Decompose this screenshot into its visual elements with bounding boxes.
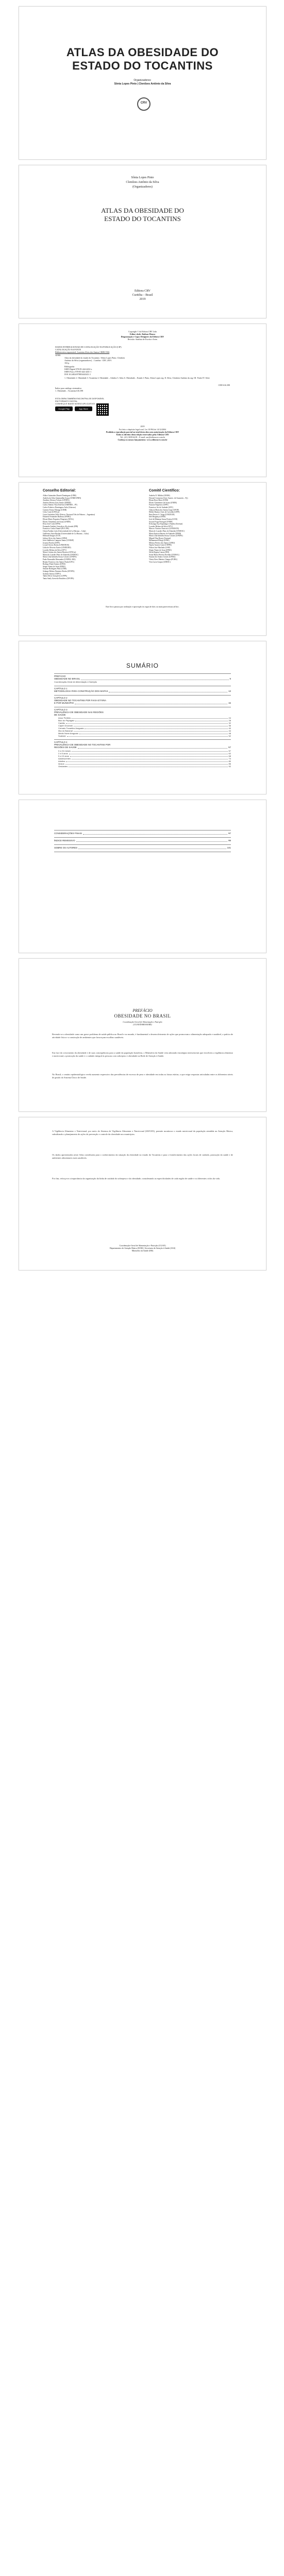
council-member: Carmen Tereza Velanga (UNIR)	[43, 509, 67, 511]
index-entry: 1. Obesidade – Tocantins 616.398	[55, 389, 83, 392]
council-member: Celso Conti (UFSCar)	[43, 511, 60, 514]
council-member: Lídia de Oliveira Xavier (UNIEURO)	[43, 547, 71, 549]
council-member: Francisco Ari de Andrade (UFC)	[149, 506, 174, 509]
council-member: Sérgio Nunes de Jesus (IFRO)	[149, 549, 172, 551]
council-member: Eliane Rose Maio (UEM)	[149, 499, 169, 502]
organizers-role: (Organizadores)	[132, 185, 153, 189]
preface-author-1: Coordenação-Geral de Alimentação e Nutrição	[123, 1021, 162, 1023]
council-member: Gloria Fariñas León (Universidade de La Havana – Cuba)	[43, 530, 86, 532]
imprint-publisher: Editora CRV	[134, 290, 151, 293]
council-member: Rodrigo Pratte-Santos (UFES)	[43, 563, 65, 566]
author-2: Clenilzes Antônio da Silva	[126, 181, 159, 184]
council-member: Cesar Gerónimo Tello (Univer .Nacional Três de Febrero – Argentina)	[43, 513, 95, 516]
revision-line: Revisão: Analista de Escrita e Artes	[127, 338, 158, 341]
title-page-heading: ATLAS DA OBESIDADE DO ESTADO DO TOCANTINS	[101, 207, 184, 223]
council-member: Suzana dos Santos Gomes (UFMG)	[149, 556, 176, 558]
cover-organizers: Sônia Lopes Pinto | Clenilzes Antônio da Silva	[114, 82, 171, 86]
publisher-logo: CRV	[137, 97, 151, 111]
council-member: Maria Lília Imbiriba Sousa Colares (UFOPA)	[149, 535, 183, 537]
toc-subentry[interactable]: Cerrado Tocantins Araguaia 40	[58, 727, 231, 730]
toc-subentry[interactable]: Ilha do Bananal 44	[58, 730, 231, 732]
imprint-year: 2019	[139, 298, 146, 301]
toc-ch3-title-b: DE SAÚDE	[54, 714, 66, 716]
toc-subentry[interactable]: Capim Dourado 36	[58, 724, 231, 727]
librarian-line: Bibliotecária responsável: Luzenira Alves dos Santos CRB9/1506	[55, 351, 110, 353]
council-page	[19, 482, 266, 636]
preface-paragraph-2: Em face do crescimento da obesidade e de suas consequências para a saúde da população brasileira, o Ministério da Saúde vem adotando estratégias intersetoriais que envolvem a vigilância alimentar e nutricional, a promoção da saúde e o cuidado integral às pessoas com sobrepeso e obesidade na Rede de Atenção à Saúde.	[52, 1052, 233, 1057]
legal-line-1: Foi feito o depósito legal conf. Lei 10.994 de 14/12/2004	[119, 428, 166, 431]
preface-paragraph-1: Revendo-se a obesidade como um grave problema de saúde pública no Brasil e no mundo, é fundamental o desenvolvimento de ações que promovam a alimentação adequada e saudável, a prática de atividade física e a construção de ambientes que favoreçam escolhas saudáveis.	[52, 1033, 233, 1039]
toc-preface[interactable]: OBESIDADE NO BRASIL 9	[54, 677, 231, 680]
catalog-line-3: 104 p.	[64, 362, 70, 364]
council-member: Jailson Alves dos Santos (UFRJ)	[43, 537, 68, 539]
council-member: Diosnel Centurion (Univ Americ. de Asunción – Py)	[149, 497, 188, 499]
council-member: Solange Helena Ximenes-Rocha (UFOPA)	[43, 570, 75, 572]
toc-index[interactable]: ÍNDICE REMISSIVO 99	[54, 839, 231, 842]
preface-title: OBESIDADE NO BRASIL	[114, 1013, 171, 1019]
council-member: Maria de Lourdes Pinto de Almeida (UNOESC)	[43, 553, 79, 556]
council-member: Inês Bragança (UERJ)	[149, 516, 166, 518]
toc-subentry[interactable]: Bico do Papagaio 28	[58, 719, 231, 722]
preface-page	[19, 958, 266, 1112]
preface-label: PREFÁCIO	[132, 1008, 153, 1013]
council-member: Maria Lília Imbiriba Sousa Colares (UFOPA)	[43, 556, 77, 558]
toc-subentry[interactable]: Adultos 80	[58, 760, 231, 762]
council-member: Renato Francisco dos Santos Paula (UFG)	[43, 561, 74, 563]
authors-page	[19, 165, 266, 318]
council-member: Lourdes Helena da Silva (UFV)	[149, 525, 173, 528]
cip-header: DADOS INTERNACIONAIS DE CATALOGAÇÃO NA PUBLICAÇÃO (CIP)	[55, 346, 122, 348]
council-member: Lourdes Helena da Silva (UFV)	[43, 549, 66, 551]
imprint-city: Curitiba – Brasil	[132, 294, 153, 297]
council-member: Paulo Romualdo Hernandes (UNIFAL-MG)	[43, 558, 76, 561]
council-member: Vânia Alves Martins Chaigar (FURG)	[149, 558, 177, 561]
preface-page-2	[19, 1117, 266, 1270]
toc-subentry[interactable]: 5 a 10 anos 68	[58, 755, 231, 757]
design-line: Diagramação e Capa: Designers da Editora CRV	[121, 335, 164, 338]
legal-line-3: Todos os direitos desta edição reservados pela: Editora CRV	[116, 433, 169, 436]
toc-ch2[interactable]: E POR MUNICÍPIO 15	[54, 702, 231, 704]
preface-footer-3: Ministério da Saúde (MS)	[131, 1249, 154, 1252]
toc-ch4-label: CAPÍTULO 4	[54, 741, 68, 743]
cover-organizers-label: Organizadores:	[133, 79, 152, 82]
toc-title: SUMÁRIO	[126, 662, 159, 669]
keywords-line: 1. Obesidade 2. Obesidade 3. Tocantins 4. Obesidade – Adultos 5. Atlas 6. Obesidade – Estado I. Pinto, Sônia Lopes org. II. Silva, Clenilzes Antônio da org. III. Título IV. Série	[64, 377, 210, 379]
council-member: Elizeu Clementino de Souza (UNEB)	[43, 520, 71, 523]
isbn-physical: ISBN Físico 978-85-444-4431-1	[64, 370, 92, 373]
council-member: Carlos Alberto Vilar Estêvão (UMINHO – PT)	[43, 504, 78, 506]
council-member: Mohammed Elhajji (UFRJ)	[149, 539, 170, 542]
toc-page	[19, 641, 266, 794]
digital-note-3: CONHEÇA E BAIXE NOSSO APLICATIVO!	[55, 402, 95, 405]
toc-subentry[interactable]: Sudeste 52	[58, 735, 231, 737]
council-member: Tadeu Oliver Gonçalves (UFPA)	[43, 575, 68, 578]
toc-divider	[54, 695, 231, 696]
credits-year: 2019	[140, 425, 145, 428]
app-store-badge[interactable]: App Store	[75, 406, 92, 411]
council-member: Ilma Passos A. Veiga (UNICEUB)	[149, 513, 175, 516]
cover-page	[19, 6, 266, 160]
cover-title: ATLAS DA OBESIDADE DO ESTADO DO TOCANTINS	[66, 46, 219, 72]
council-member: Gláucia Maria dos Santos Jorge (UFOP)	[149, 509, 179, 511]
council-member: Marcos Vinicius Francisco (UNOESTE)	[149, 528, 179, 530]
council-member: Nilson José Machado (USP)	[149, 547, 170, 549]
council-member: Élsio José Corá (UFFS)	[43, 523, 61, 526]
toc-ch3-title: PREVALÊNCIA DE OBESIDADE NAS REGIÕES	[54, 711, 104, 714]
preface-paragraph-6: Por fim, reforça-se a importância da organização da linha de cuidado do sobrepeso e da obesidade, considerando as especificidades de cada região de saúde e os diferentes ciclos da vida.	[52, 1177, 220, 1180]
catalog-line-1: Atlas da obesidade do estado do Tocantins / Sônia Lopes Pinto, Clenilzes	[64, 357, 125, 359]
legal-line-5: Conheça os nossos lançamentos: www.editoracrv.com.br	[118, 438, 168, 441]
council-member: Guillermo Arias Beatón (Universidade de La Havana – Cuba)	[43, 532, 89, 535]
preface-footer-2: Departamento de Atenção Básica (DAB) | Secretaria de Atenção à Saúde (SAS)	[109, 1247, 176, 1249]
isbn-digital: ISBN Digital 978-85-444-4432-x	[64, 368, 92, 370]
council-member: Helder Buenos Aires de Carvalho (UFPI)	[149, 511, 180, 514]
toc-divider	[54, 837, 231, 838]
catalog-line-2: Antônio da Silva (organizadores) – Curitiba : CRV, 2019.	[64, 359, 112, 362]
toc-ch4[interactable]: REGIÕES DE SAÚDE 57	[54, 746, 231, 749]
council-member: José de Ribamar Sousa Pereira (UCB)	[149, 518, 177, 520]
toc-subentry[interactable]: 0 a 24 meses 57	[58, 750, 231, 752]
toc-authors[interactable]: SOBRE OS AUTORES 101	[54, 846, 231, 849]
preface-paragraph-3: No Brasil, o cenário epidemiológico revela aumento expressivo das prevalências de excesso de peso e obesidade em todas as faixas etárias, o que exige respostas articuladas entre os diferentes níveis de gestão do Sistema Único de Saúde.	[52, 1073, 233, 1079]
legal-line-4: Tel.: (41) 3039-6418 – E-mail: sac@editoracrv.com.br	[120, 436, 165, 438]
cip-sub: CATALOGAÇÃO NA FONTE	[55, 348, 81, 351]
council-member: Sydione Santos (UEPG)	[43, 572, 61, 575]
scientific-committee	[149, 489, 252, 563]
toc-subentry[interactable]: Médio Norte Araguaia 48	[58, 732, 231, 735]
council-member: Anselmo Alencar Colares (UFOPA)	[43, 499, 70, 502]
council-member: Simone Rodrigues Pinto (UNB)	[43, 568, 67, 570]
council-member: Najela Tavares Ujiie (UTFPR)	[149, 544, 172, 547]
council-member: Míguel Díaz Rosas (Unemat)	[149, 537, 171, 539]
preface-paragraph-4: A Vigilância Alimentar e Nutricional, por meio do Sistema de Vigilância Alimentar e Nutricional (SISVAN), permite monitorar o estado nutricional da população atendida na Atenção Básica, subsidiando o planejamento de ações de prevenção e controle da obesidade nos municípios.	[52, 1130, 233, 1136]
council-member: Francisco Carlos Duarte (PUC-PR)	[43, 528, 69, 530]
cdd-line: CDD 616.398	[218, 384, 230, 386]
preface-author-2: (CGAN/DAB/SAS/MS)	[133, 1023, 152, 1026]
council-member: Fernando Antônio Gonçalves Alcoforado (IPB)	[43, 525, 78, 528]
council-member: Kilwangy Kya Kapitango-a-Samba (Unemat)	[149, 523, 183, 526]
council-member: Silvia Regina Canan (URI)	[149, 551, 170, 554]
council-member: Carlos Federico Domínguez Avila (Unieuro)	[43, 506, 76, 509]
toc-preface-label: PREFÁCIO	[54, 675, 66, 677]
index-label: Índice para catálogo sistemático	[55, 387, 82, 389]
toc-divider	[54, 739, 231, 740]
council-member: Mônica Pereira dos Santos (UFRJ)	[149, 541, 175, 544]
toc-page-2	[19, 800, 266, 953]
council-member: Antônio Pereira Gaio Júnior (UFRRJ)	[43, 501, 71, 504]
preface-paragraph-5: Os dados apresentados neste Atlas contribuem para o conhecimento da situação da obesidade no estado do Tocantins e para o fortalecimento das ações locais de cuidado, promoção da saúde e de ambientes alimentares mais saudáveis.	[52, 1154, 233, 1159]
toc-subentry[interactable]: Cantão 32	[58, 722, 231, 724]
council-member: Jussara Fraga Portugal (UNEB)	[149, 520, 173, 523]
toc-divider	[54, 844, 231, 845]
council-member: Elizeu Clementino de Souza (UNEB)	[149, 501, 177, 504]
editorial-council	[43, 489, 146, 580]
council-member: Helmuth Krüger (UCP)	[43, 535, 60, 537]
council-member: Sérgio Nunes de Jesus (IFRO)	[43, 565, 65, 568]
toc-ch3-label: CAPÍTULO 3	[54, 708, 68, 711]
toc-subentry[interactable]: Gestantes 92	[58, 765, 231, 768]
toc-subentry[interactable]: Adolescentes 74	[58, 757, 231, 760]
toc-ch2-label: CAPÍTULO 2	[54, 697, 68, 699]
council-member: Sonia Maria Ferreira Koehler (UNISAL)	[149, 553, 179, 556]
google-play-badge[interactable]: Google Play	[55, 406, 73, 411]
council-member: Maria Cristina dos Santos Bezerra (UFSCar)	[43, 551, 76, 554]
peer-review-note: Este livro passou por avaliação e aprovação às cegas de dois ou mais pareceristas ad hoc.	[106, 605, 179, 608]
council-member: Maria Eurácia Barreto de Andrade (UFRB)	[149, 532, 181, 535]
doi-line: DOI 10.24824/978854443431.1	[64, 373, 91, 376]
council-member: Leonel Severo Rocha (UNISINOS)	[43, 544, 69, 547]
council-member: Andréia N. Militão (UEMS)	[149, 495, 170, 497]
editor-line: Editor-chefe: Railson Moura	[129, 333, 156, 335]
toc-ch2-title: OBESIDADE NO TOCANTINS POR FAIXA ETÁRIA	[54, 699, 107, 702]
council-member: Eduardo Fernandes Barbosa (UFMG)	[43, 516, 71, 518]
council-member: Elione Maria Nogueira Diogenes (UFAL)	[43, 518, 74, 520]
qr-code-icon	[96, 403, 109, 416]
toc-ch4-title: PREVALÊNCIA DE OBESIDADE NO TOCANTINS POR	[54, 743, 111, 746]
editorial-council-title: Conselho Editorial:	[43, 489, 76, 493]
council-member: Tania Suely Azevedo Brasileiro (UFOPA)	[43, 577, 74, 580]
digital-note-2: EM FORMATO DIGITAL.	[55, 400, 78, 402]
council-member: Aldira Guimarães Duarte Domínguez (UNB)	[43, 495, 76, 497]
scientific-committee-list	[149, 495, 252, 563]
preface-footer-1: Coordenação-Geral de Alimentação e Nutrição (CGAN)	[119, 1244, 166, 1247]
digital-note-1: ESTA OBRA TAMBÉM ENCONTRA-SE DISPONÍVEL	[55, 397, 105, 400]
council-member: Fauston Negreiros (UFPI)	[149, 504, 169, 506]
toc-ch1[interactable]: METODOLOGIA PARA CONSTRUÇÃO DOS MAPAS 13	[54, 690, 231, 692]
legal-line-2: Proibida a reprodução parcial ou total desta obra sem autorização da Editora CRV	[106, 431, 179, 433]
author-1: Sônia Lopes Pinto	[131, 176, 154, 179]
toc-subentry[interactable]: Idosos 86	[58, 762, 231, 765]
toc-considerations[interactable]: CONSIDERAÇÕES FINAIS 97	[54, 832, 231, 835]
copyright-line: Copyright © da Editora CRV Ltda	[128, 330, 157, 333]
editorial-council-list	[43, 495, 146, 580]
cdd-code: AT881	[55, 354, 61, 357]
council-member: Vera Lucia Gaspar (UDESC)	[149, 561, 171, 563]
bibliography-line: Bibliografia	[64, 365, 75, 368]
toc-subentry[interactable]: 2 a 5 anos 62	[58, 752, 231, 755]
council-member: João Adalberto Campato Junior (UNESP)	[43, 539, 74, 542]
council-member: Josania Portela (UFPI)	[43, 541, 60, 544]
toc-divider	[54, 830, 231, 831]
toc-ch1-label: CAPÍTULO 1	[54, 687, 68, 690]
council-member: Andréia da Silva Quintanilha Sousa (UNIR/UFRN)	[43, 497, 81, 499]
council-member: Maria de Lourdes Pinto de Almeida (UNOESC)	[149, 530, 185, 532]
toc-divider	[54, 673, 231, 674]
scientific-committee-title: Comitê Científico:	[149, 489, 180, 493]
toc-subentry[interactable]: Amor Perfeito 24	[58, 717, 231, 719]
credits-page	[19, 324, 266, 477]
toc-preface-author: Coordenação-Geral de Alimentação e Nutrição	[54, 681, 97, 683]
